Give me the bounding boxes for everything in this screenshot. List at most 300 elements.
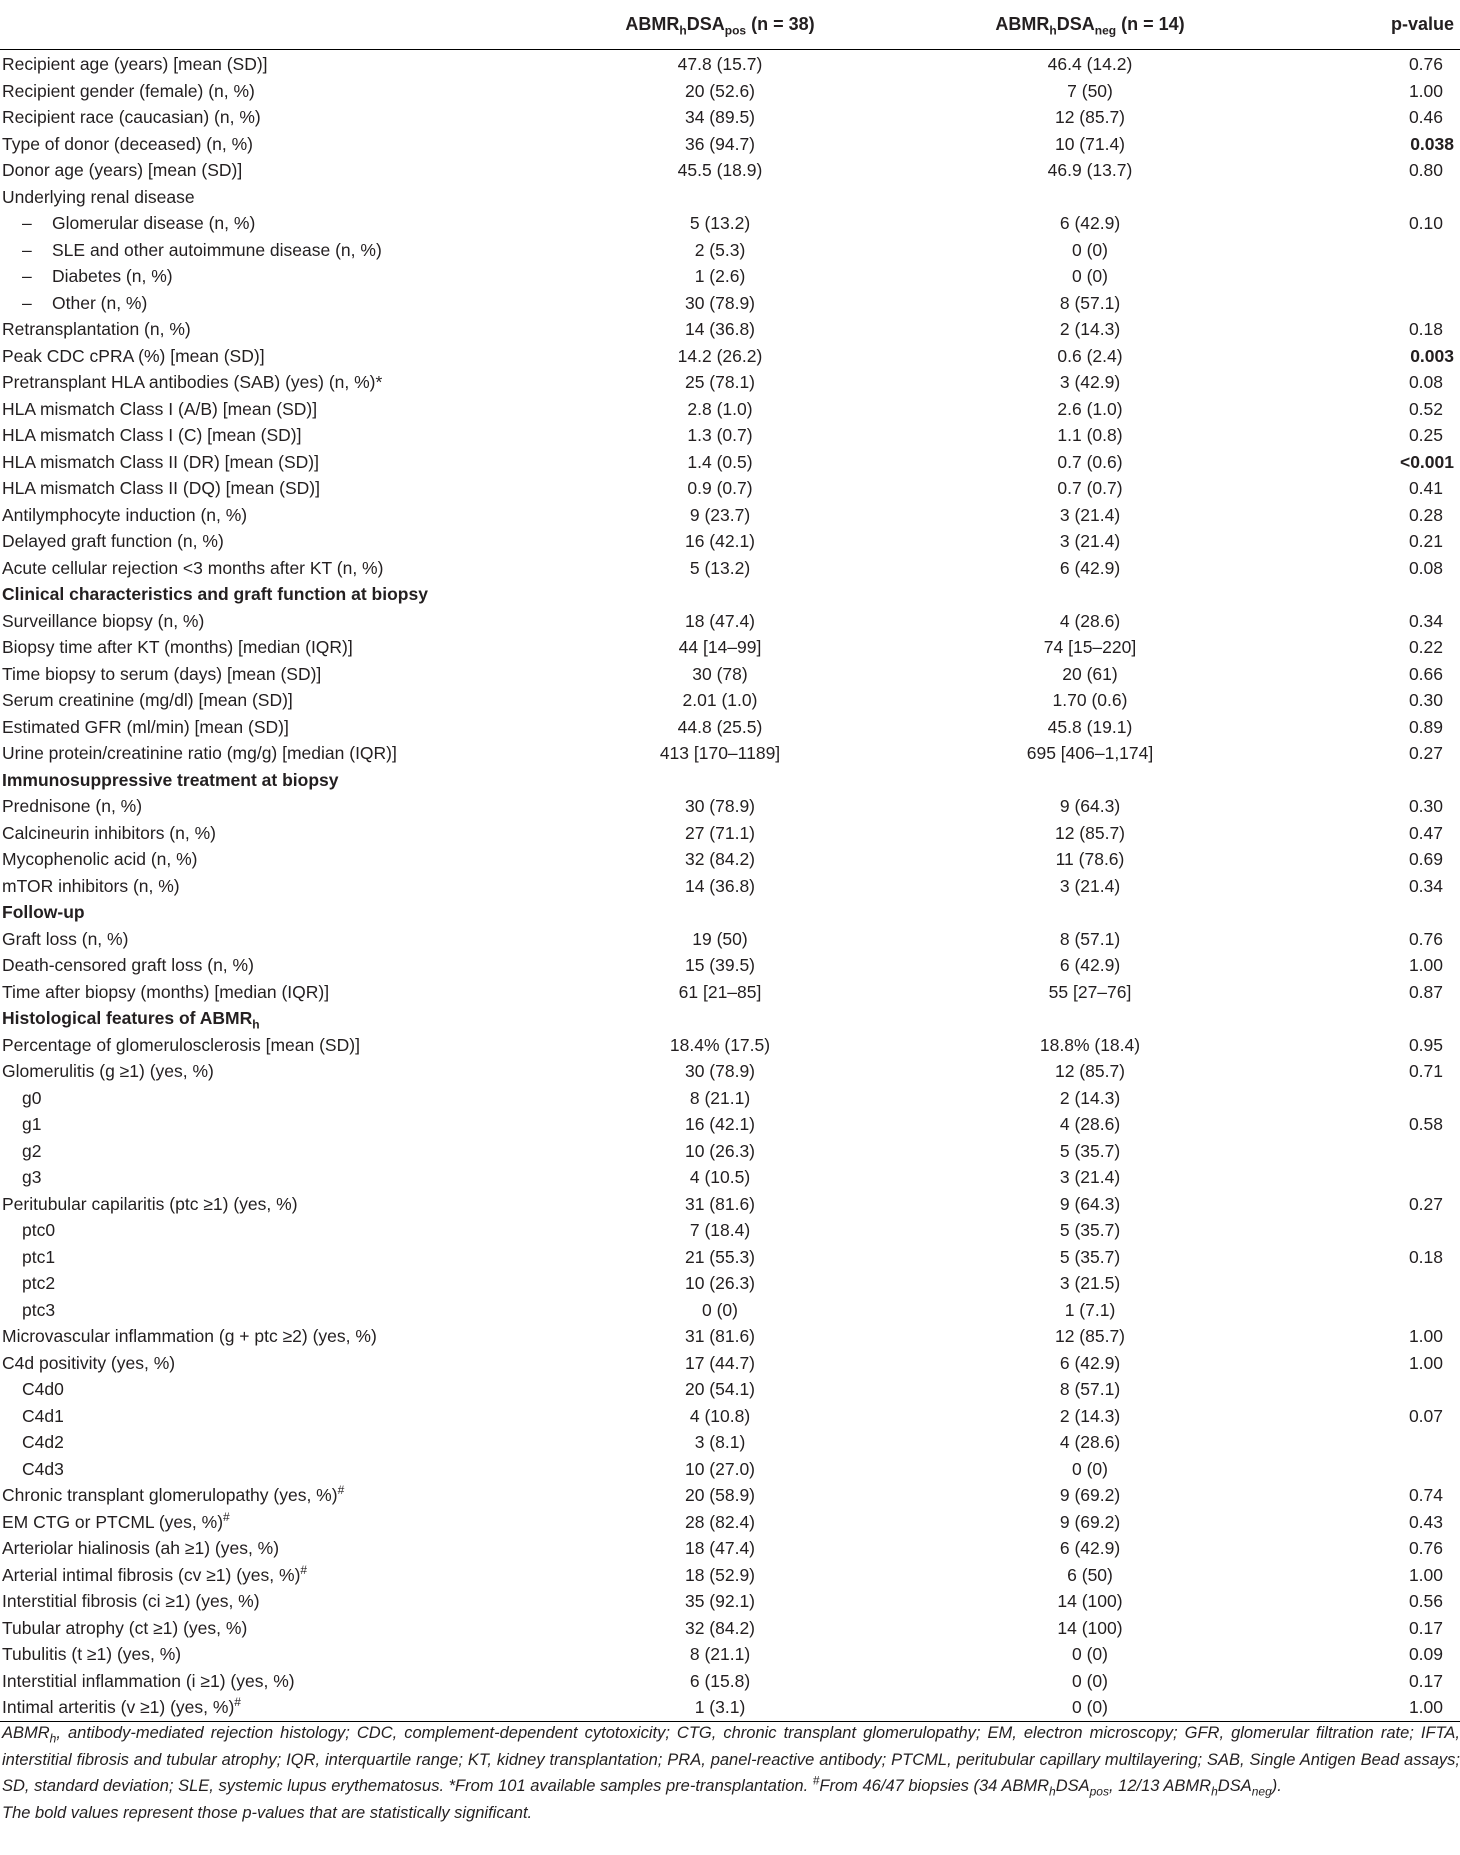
row-label-text: HLA mismatch Class I (A/B) [mean (SD)] bbox=[2, 398, 318, 419]
row-label bbox=[0, 157, 560, 184]
table-row bbox=[0, 131, 1460, 158]
label-superscript: # bbox=[300, 1562, 308, 1577]
cell-p-value bbox=[1300, 899, 1460, 926]
row-label bbox=[0, 449, 560, 476]
row-label bbox=[0, 210, 560, 237]
cell-dsa-pos: 10 (27.0) bbox=[684, 1458, 756, 1479]
cell-p-value: 0.25 bbox=[1408, 425, 1443, 445]
table-row bbox=[0, 316, 1460, 343]
cell-dsa-neg: 0.7 (0.7) bbox=[1057, 478, 1123, 498]
row-label-text: Time biopsy to serum (days) [mean (SD)] bbox=[2, 663, 322, 684]
row-label bbox=[0, 1350, 560, 1377]
cell-dsa-pos: 0.9 (0.7) bbox=[687, 478, 753, 498]
cell-dsa-pos: 20 (58.9) bbox=[684, 1485, 756, 1505]
row-label-text: Mycophenolic acid (n, %) bbox=[2, 849, 198, 869]
table-row bbox=[0, 1058, 1460, 1085]
cell-dsa-pos: 20 (52.6) bbox=[684, 80, 756, 101]
cell-p-value: 0.28 bbox=[1408, 504, 1443, 525]
row-label-text: Time after biopsy (months) [median (IQR)] bbox=[2, 981, 330, 1002]
row-label bbox=[0, 1111, 560, 1138]
cell-dsa-neg: 2 (14.3) bbox=[1059, 1087, 1121, 1108]
table-row bbox=[0, 1456, 1460, 1483]
cell-p-value bbox=[1300, 581, 1460, 608]
cell-dsa-neg: 4 (28.6) bbox=[1059, 1432, 1121, 1452]
cell-dsa-neg: 6 (42.9) bbox=[1059, 213, 1121, 233]
table-row bbox=[0, 581, 1460, 608]
cell-dsa-pos: 4 (10.5) bbox=[689, 1167, 751, 1187]
cell-dsa-neg: 11 (78.6) bbox=[1055, 849, 1125, 869]
footnote-bold-note: The bold values represent those p-values that are statistically significant. bbox=[2, 1803, 533, 1822]
dash-marker: – bbox=[22, 266, 32, 286]
row-label bbox=[0, 661, 560, 688]
row-label-text: SLE and other autoimmune disease (n, %) bbox=[52, 239, 382, 260]
cell-dsa-neg bbox=[880, 899, 1300, 926]
cell-p-value bbox=[1300, 1297, 1460, 1324]
row-label-text: Arterial intimal fibrosis (cv ≥1) (yes, %) bbox=[2, 1564, 301, 1585]
row-label bbox=[0, 846, 560, 873]
cell-p-value bbox=[1300, 1138, 1460, 1165]
cell-dsa-neg: 5 (35.7) bbox=[1059, 1246, 1121, 1267]
row-label-text: Tubular atrophy (ct ≥1) (yes, %) bbox=[2, 1617, 248, 1638]
table-row bbox=[0, 1588, 1460, 1615]
table-row bbox=[0, 714, 1460, 741]
row-label bbox=[0, 263, 560, 290]
row-label-text: Type of donor (deceased) (n, %) bbox=[2, 133, 253, 154]
cell-dsa-neg: 10 (71.4) bbox=[1054, 133, 1126, 154]
cell-p-value: 0.69 bbox=[1408, 849, 1443, 869]
row-label-text: Delayed graft function (n, %) bbox=[2, 531, 224, 551]
cell-dsa-pos: 10 (26.3) bbox=[684, 1273, 756, 1293]
cell-p-value: 0.43 bbox=[1408, 1511, 1443, 1532]
cell-dsa-pos: 19 (50) bbox=[692, 928, 748, 949]
table-row bbox=[0, 290, 1460, 317]
row-label-text: Estimated GFR (ml/min) [mean (SD)] bbox=[2, 716, 289, 737]
table-row bbox=[0, 899, 1460, 926]
cell-dsa-neg: 3 (21.4) bbox=[1059, 504, 1121, 525]
row-label-text: g2 bbox=[22, 1140, 42, 1161]
cell-dsa-pos: 16 (42.1) bbox=[684, 1114, 756, 1134]
row-label bbox=[0, 369, 560, 396]
cell-p-value: 0.10 bbox=[1408, 213, 1443, 233]
cell-dsa-pos: 30 (78) bbox=[692, 663, 748, 684]
cell-dsa-neg: 0 (0) bbox=[880, 1694, 1300, 1721]
row-label bbox=[0, 1641, 560, 1668]
row-label bbox=[0, 1085, 560, 1112]
table-row bbox=[0, 634, 1460, 661]
row-label bbox=[0, 184, 560, 211]
row-label bbox=[0, 502, 560, 529]
table-row bbox=[0, 608, 1460, 635]
cell-dsa-pos: 31 (81.6) bbox=[684, 1326, 756, 1346]
table-row bbox=[0, 449, 1460, 476]
cell-dsa-neg: 12 (85.7) bbox=[1054, 822, 1126, 843]
table-row bbox=[0, 1138, 1460, 1165]
cell-dsa-neg: 6 (42.9) bbox=[1059, 1352, 1121, 1373]
row-label-text: Calcineurin inhibitors (n, %) bbox=[2, 822, 216, 843]
table-row bbox=[0, 1694, 1460, 1721]
row-label-text: Acute cellular rejection <3 months after KT (n, %) bbox=[2, 557, 384, 578]
header-dsa-pos: $ABMR_hDSA_{pos}$ (n = 38) bbox=[560, 0, 880, 50]
cell-p-value: 0.89 bbox=[1408, 716, 1443, 737]
table-row bbox=[0, 50, 1460, 78]
cell-dsa-neg bbox=[880, 184, 1300, 211]
cell-dsa-pos: 30 (78.9) bbox=[684, 796, 756, 816]
row-label-text: Peritubular capilaritis (ptc ≥1) (yes, %) bbox=[2, 1193, 298, 1214]
table-footnote bbox=[0, 1720, 1460, 1826]
row-label-text: Histological features of ABMR bbox=[2, 1008, 253, 1028]
row-label bbox=[0, 1562, 560, 1589]
cell-dsa-neg: 1.1 (0.8) bbox=[1057, 425, 1123, 445]
cell-dsa-neg bbox=[880, 767, 1300, 794]
cell-p-value: 0.21 bbox=[1408, 531, 1443, 551]
table-row bbox=[0, 210, 1460, 237]
cell-dsa-neg: 6 (50) bbox=[1067, 1564, 1113, 1585]
table-row bbox=[0, 396, 1460, 423]
row-label bbox=[0, 396, 560, 423]
cell-p-value: 0.09 bbox=[1408, 1644, 1443, 1664]
row-label bbox=[0, 1456, 560, 1483]
cell-p-value: 0.27 bbox=[1408, 743, 1443, 763]
cell-p-value: 0.87 bbox=[1408, 981, 1443, 1002]
cell-p-value: 0.08 bbox=[1408, 372, 1443, 392]
cell-dsa-pos: 413 [170–1189] bbox=[659, 743, 781, 763]
cell-dsa-pos: 1.3 (0.7) bbox=[687, 425, 753, 445]
cell-p-value: 0.66 bbox=[1408, 663, 1443, 684]
cell-dsa-pos: 2 (5.3) bbox=[694, 239, 746, 260]
cell-dsa-pos: 4 (10.8) bbox=[689, 1405, 751, 1426]
row-label bbox=[0, 1429, 560, 1456]
cell-dsa-pos bbox=[560, 899, 880, 926]
table-header-row bbox=[0, 0, 1460, 50]
row-label-text: Follow-up bbox=[2, 902, 85, 922]
cell-dsa-pos: 25 (78.1) bbox=[684, 372, 756, 392]
cell-dsa-neg: 0 (0) bbox=[1072, 266, 1108, 286]
row-label bbox=[0, 979, 560, 1006]
row-label bbox=[0, 528, 560, 555]
cell-dsa-neg: 18.8% (18.4) bbox=[1039, 1034, 1141, 1055]
cell-dsa-neg: 9 (69.2) bbox=[1059, 1485, 1121, 1505]
section-heading bbox=[0, 1005, 560, 1032]
row-label-text: Immunosuppressive treatment at biopsy bbox=[2, 769, 339, 790]
cell-dsa-pos: 44.8 (25.5) bbox=[677, 716, 763, 737]
cell-p-value bbox=[1300, 184, 1460, 211]
cell-dsa-neg: 6 (42.9) bbox=[1059, 955, 1121, 975]
row-label bbox=[0, 793, 560, 820]
cell-dsa-neg: 74 [15–220] bbox=[1043, 637, 1137, 657]
cell-dsa-neg: 14 (100) bbox=[1057, 1617, 1123, 1638]
cell-dsa-pos bbox=[560, 184, 880, 211]
row-label-text: Retransplantation (n, %) bbox=[2, 319, 191, 339]
cell-p-value: 0.41 bbox=[1408, 478, 1443, 498]
table-row bbox=[0, 740, 1460, 767]
row-label-text: Serum creatinine (mg/dl) [mean (SD)] bbox=[2, 690, 293, 710]
cell-p-value: 0.47 bbox=[1408, 822, 1443, 843]
table-row bbox=[0, 1615, 1460, 1642]
row-label-text: Glomerular disease (n, %) bbox=[52, 213, 256, 233]
cell-dsa-pos: 47.8 (15.7) bbox=[677, 54, 763, 74]
cell-p-value: 0.17 bbox=[1408, 1617, 1443, 1638]
table-row bbox=[0, 1111, 1460, 1138]
cell-dsa-neg: 46.9 (13.7) bbox=[1047, 160, 1133, 180]
label-superscript: # bbox=[337, 1483, 345, 1498]
table-row bbox=[0, 952, 1460, 979]
table-row bbox=[0, 502, 1460, 529]
cell-dsa-neg: 14 (100) bbox=[1057, 1591, 1123, 1611]
cell-p-value bbox=[1300, 1429, 1460, 1456]
cell-dsa-neg: 6 (42.9) bbox=[1059, 1538, 1121, 1558]
cell-dsa-neg bbox=[880, 581, 1300, 608]
label-superscript: # bbox=[234, 1695, 241, 1710]
table-row bbox=[0, 1164, 1460, 1191]
table-row bbox=[0, 1323, 1460, 1350]
row-label bbox=[0, 1535, 560, 1562]
row-label-text: C4d positivity (yes, %) bbox=[2, 1352, 176, 1373]
cell-dsa-pos: 15 (39.5) bbox=[684, 955, 756, 975]
row-label-text: g1 bbox=[22, 1114, 42, 1134]
dash-marker: – bbox=[22, 292, 32, 313]
row-label bbox=[0, 1615, 560, 1642]
row-label bbox=[0, 290, 560, 317]
cell-dsa-pos: 32 (84.2) bbox=[684, 1617, 756, 1638]
cell-dsa-pos bbox=[560, 1005, 880, 1032]
table-row bbox=[0, 237, 1460, 264]
cell-dsa-pos: 45.5 (18.9) bbox=[677, 160, 763, 180]
cell-dsa-neg: 46.4 (14.2) bbox=[1047, 54, 1133, 74]
cell-dsa-neg: 0 (0) bbox=[1072, 1458, 1108, 1479]
row-label-text: Interstitial inflammation (i ≥1) (yes, %) bbox=[2, 1670, 295, 1691]
row-label-text: C4d3 bbox=[22, 1458, 64, 1479]
cell-p-value: 0.71 bbox=[1408, 1061, 1443, 1081]
cell-p-value bbox=[1300, 1456, 1460, 1483]
cell-dsa-pos: 34 (89.5) bbox=[684, 107, 756, 127]
table-row bbox=[0, 687, 1460, 714]
table-row bbox=[0, 157, 1460, 184]
cell-dsa-pos: 36 (94.7) bbox=[684, 133, 756, 154]
row-label bbox=[0, 316, 560, 343]
row-label bbox=[0, 952, 560, 979]
section-heading bbox=[0, 899, 560, 926]
cell-p-value: 0.46 bbox=[1408, 107, 1443, 127]
table-row bbox=[0, 1668, 1460, 1695]
row-label-text: Percentage of glomerulosclerosis [mean (SD)] bbox=[2, 1034, 360, 1055]
row-label-text: HLA mismatch Class II (DQ) [mean (SD)] bbox=[2, 478, 320, 498]
row-label-text: HLA mismatch Class I (C) [mean (SD)] bbox=[2, 425, 302, 445]
row-label bbox=[0, 634, 560, 661]
table-row bbox=[0, 1482, 1460, 1509]
table-row bbox=[0, 1217, 1460, 1244]
table-row bbox=[0, 555, 1460, 582]
cell-dsa-neg: 8 (57.1) bbox=[1059, 928, 1121, 949]
cell-p-value: 0.76 bbox=[1408, 928, 1443, 949]
row-label-text: Interstitial fibrosis (ci ≥1) (yes, %) bbox=[2, 1591, 260, 1611]
cell-p-value: 0.52 bbox=[1408, 398, 1443, 419]
cell-dsa-pos: 1 (2.6) bbox=[694, 266, 746, 286]
cell-dsa-neg: 7 (50) bbox=[1067, 80, 1113, 101]
row-label-text: mTOR inhibitors (n, %) bbox=[2, 875, 180, 896]
cell-dsa-neg: 0 (0) bbox=[1072, 1670, 1108, 1691]
cell-p-value: 1.00 bbox=[1408, 1352, 1443, 1373]
cell-p-value: 0.95 bbox=[1408, 1034, 1443, 1055]
cell-dsa-pos: 6 (15.8) bbox=[689, 1670, 751, 1691]
cell-p-value: 0.27 bbox=[1408, 1193, 1443, 1214]
row-label bbox=[0, 1244, 560, 1271]
cell-dsa-neg: 9 (64.3) bbox=[1059, 1193, 1121, 1214]
cell-dsa-neg: 1.70 (0.6) bbox=[1052, 690, 1128, 710]
table-body bbox=[0, 50, 1460, 1722]
table-row bbox=[0, 1535, 1460, 1562]
cell-p-value bbox=[1300, 263, 1460, 290]
row-label bbox=[0, 555, 560, 582]
cell-p-value: 1.00 bbox=[1408, 80, 1443, 101]
cell-dsa-neg: 0 (0) bbox=[1072, 1644, 1108, 1664]
row-label-text: Graft loss (n, %) bbox=[2, 928, 129, 949]
cell-dsa-neg: 0.7 (0.6) bbox=[1057, 451, 1123, 472]
table-row bbox=[0, 1244, 1460, 1271]
row-label-text: Peak CDC cPRA (%) [mean (SD)] bbox=[2, 345, 265, 366]
table-row bbox=[0, 78, 1460, 105]
cell-dsa-pos: 5 (13.2) bbox=[689, 213, 751, 233]
cell-dsa-pos: 14.2 (26.2) bbox=[677, 345, 763, 366]
table-row bbox=[0, 184, 1460, 211]
cell-p-value: 0.30 bbox=[1408, 690, 1443, 710]
cell-dsa-pos: 8 (21.1) bbox=[689, 1644, 751, 1664]
cell-dsa-neg: 3 (42.9) bbox=[1059, 372, 1121, 392]
row-label bbox=[0, 1376, 560, 1403]
label-subscript: h bbox=[252, 1017, 260, 1032]
cell-p-value: 0.34 bbox=[1408, 610, 1443, 631]
cell-dsa-neg: 1 (7.1) bbox=[1064, 1299, 1116, 1320]
cell-p-value: 1.00 bbox=[1408, 1326, 1443, 1346]
row-label-text: ptc1 bbox=[22, 1246, 56, 1267]
cell-p-value: 0.17 bbox=[1408, 1670, 1443, 1691]
row-label-text: Chronic transplant glomerulopathy (yes, %) bbox=[2, 1485, 338, 1505]
row-label bbox=[0, 687, 560, 714]
section-heading bbox=[0, 767, 560, 794]
cell-p-value: 0.34 bbox=[1408, 875, 1443, 896]
cell-p-value: 0.58 bbox=[1408, 1114, 1443, 1134]
label-superscript: # bbox=[223, 1509, 230, 1524]
table-row bbox=[0, 979, 1460, 1006]
cell-dsa-pos: 0 (0) bbox=[702, 1299, 738, 1320]
cell-dsa-neg: 55 [27–76] bbox=[1048, 981, 1132, 1002]
row-label bbox=[0, 237, 560, 264]
cell-p-value: 0.003 bbox=[1410, 345, 1454, 366]
cell-p-value bbox=[1300, 1270, 1460, 1297]
row-label-text: Biopsy time after KT (months) [median (IQR)] bbox=[2, 637, 353, 657]
cell-dsa-pos: 3 (8.1) bbox=[694, 1432, 746, 1452]
cell-dsa-pos: 9 (23.7) bbox=[689, 504, 751, 525]
cell-dsa-neg: 3 (21.4) bbox=[1059, 875, 1121, 896]
row-label bbox=[0, 422, 560, 449]
row-label-text: Diabetes (n, %) bbox=[52, 266, 173, 286]
cell-dsa-neg: 4 (28.6) bbox=[1059, 1114, 1121, 1134]
cell-dsa-neg: 2.6 (1.0) bbox=[1057, 398, 1123, 419]
cell-p-value: 0.18 bbox=[1408, 319, 1443, 339]
cell-p-value: 0.18 bbox=[1408, 1246, 1443, 1267]
table-row bbox=[0, 661, 1460, 688]
cell-p-value: 0.07 bbox=[1408, 1405, 1443, 1426]
row-label bbox=[0, 1482, 560, 1509]
row-label-text: g3 bbox=[22, 1167, 42, 1187]
cell-dsa-pos: 18 (47.4) bbox=[684, 1538, 756, 1558]
dash-marker: – bbox=[22, 239, 32, 260]
table-row bbox=[0, 475, 1460, 502]
row-label bbox=[0, 1297, 560, 1324]
cell-dsa-neg: 9 (69.2) bbox=[1059, 1511, 1121, 1532]
row-label bbox=[0, 475, 560, 502]
table-row bbox=[0, 873, 1460, 900]
footnote-abbreviations: $ABMR_h$, antibody-mediated rejection histology; CDC, complement-dependent cytotoxicity; CTG, chronic transplant glomerulopathy; EM, electron microscopy; GFR, glomerular filtration rate; IFTA, interstitial fibrosis and tubular atrophy; IQR, interquartile range; KT, kidney transplantation; PRA, panel-reactive antibody; PTCML, peritubular capillary multilayering; SAB, Single Antigen Bead assays; SD, standard deviation; SLE, systemic lupus erythematosus. *From 101 available samples pre-transplantation. #From 46/47 biopsies (34 $ABMR_hDSA_{pos}$, 12/13 $ABMR_hDSA_{neg}$). bbox=[2, 1724, 1460, 1799]
cell-p-value: 1.00 bbox=[1300, 1694, 1460, 1721]
cell-dsa-neg: 8 (57.1) bbox=[1059, 1379, 1121, 1399]
row-label-text: ptc3 bbox=[22, 1299, 56, 1320]
table-row bbox=[0, 1191, 1460, 1218]
row-label bbox=[0, 926, 560, 953]
cell-dsa-pos: 44 [14–99] bbox=[678, 637, 762, 657]
cell-p-value bbox=[1300, 1217, 1460, 1244]
cell-dsa-neg: 2 (14.3) bbox=[1059, 319, 1121, 339]
cell-p-value: 0.76 bbox=[1408, 54, 1443, 74]
table-row bbox=[0, 820, 1460, 847]
cell-dsa-pos: 30 (78.9) bbox=[684, 1061, 756, 1081]
cell-p-value: 0.30 bbox=[1408, 796, 1443, 816]
table-row bbox=[0, 1429, 1460, 1456]
table-row bbox=[0, 422, 1460, 449]
table-row bbox=[0, 1509, 1460, 1536]
row-label-text: Arteriolar hialinosis (ah ≥1) (yes, %) bbox=[2, 1538, 280, 1558]
row-label bbox=[0, 740, 560, 767]
cell-p-value bbox=[1300, 237, 1460, 264]
row-label-text: Other (n, %) bbox=[52, 292, 148, 313]
header-p-value: p-value bbox=[1300, 0, 1460, 50]
cell-dsa-neg: 0.6 (2.4) bbox=[1057, 345, 1123, 366]
row-label-text: Tubulitis (t ≥1) (yes, %) bbox=[2, 1644, 182, 1664]
cell-dsa-pos: 28 (82.4) bbox=[684, 1511, 756, 1532]
cell-dsa-neg: 9 (64.3) bbox=[1059, 796, 1121, 816]
cell-dsa-neg: 12 (85.7) bbox=[1054, 1326, 1126, 1346]
row-label bbox=[0, 1694, 560, 1721]
table-row bbox=[0, 343, 1460, 370]
cell-dsa-neg bbox=[880, 1005, 1300, 1032]
row-label-text: Recipient race (caucasian) (n, %) bbox=[2, 107, 261, 127]
row-label-text: ptc2 bbox=[22, 1273, 56, 1293]
row-label bbox=[0, 104, 560, 131]
cell-dsa-pos: 14 (36.8) bbox=[684, 875, 756, 896]
cell-dsa-neg: 45.8 (19.1) bbox=[1047, 716, 1133, 737]
table-row bbox=[0, 1085, 1460, 1112]
table-row bbox=[0, 1297, 1460, 1324]
cell-p-value: 1.00 bbox=[1408, 955, 1443, 975]
cell-dsa-pos: 18 (52.9) bbox=[684, 1564, 756, 1585]
cell-dsa-neg: 5 (35.7) bbox=[1059, 1220, 1121, 1240]
cell-dsa-neg: 3 (21.4) bbox=[1059, 1167, 1121, 1187]
cell-p-value: 0.74 bbox=[1408, 1485, 1443, 1505]
cell-dsa-neg: 695 [406–1,174] bbox=[1026, 743, 1154, 763]
cell-p-value bbox=[1300, 1005, 1460, 1032]
row-label bbox=[0, 1509, 560, 1536]
cell-dsa-neg: 6 (42.9) bbox=[1059, 557, 1121, 578]
row-label bbox=[0, 608, 560, 635]
cell-dsa-pos: 61 [21–85] bbox=[678, 981, 762, 1002]
row-label-text: Recipient age (years) [mean (SD)] bbox=[2, 54, 268, 74]
table-row bbox=[0, 1376, 1460, 1403]
section-heading bbox=[0, 581, 560, 608]
row-label-text: Death-censored graft loss (n, %) bbox=[2, 955, 254, 975]
cell-dsa-neg: 12 (85.7) bbox=[1054, 1061, 1126, 1081]
cell-dsa-neg: 3 (21.5) bbox=[1059, 1273, 1121, 1293]
cell-dsa-neg: 12 (85.7) bbox=[1054, 107, 1126, 127]
row-label bbox=[0, 820, 560, 847]
